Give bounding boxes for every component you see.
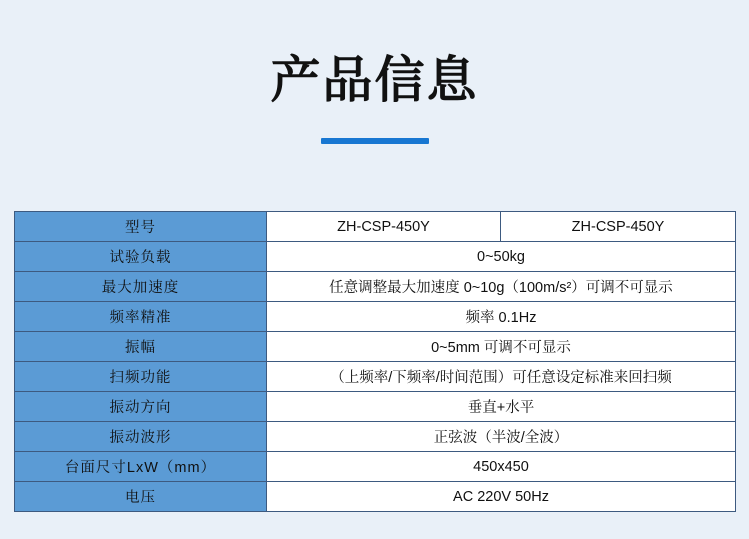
spec-label: 振动方向 — [15, 392, 267, 422]
spec-table-container — [14, 211, 735, 512]
table-row — [15, 362, 736, 392]
spec-value-left: ZH-CSP-450Y — [267, 212, 501, 242]
table-row — [15, 332, 736, 362]
spec-label: 振幅 — [15, 332, 267, 362]
table-row — [15, 392, 736, 422]
spec-label: 试验负载 — [15, 242, 267, 272]
spec-value: 正弦波（半波/全波） — [267, 422, 736, 452]
spec-value: 频率 0.1Hz — [267, 302, 736, 332]
spec-value: 0~50kg — [267, 242, 736, 272]
table-row — [15, 212, 736, 242]
spec-label: 扫频功能 — [15, 362, 267, 392]
spec-label: 频率精准 — [15, 302, 267, 332]
spec-label: 电压 — [15, 482, 267, 512]
spec-label: 台面尺寸LxW（mm） — [15, 452, 267, 482]
spec-table — [14, 211, 736, 512]
page-header — [0, 0, 749, 144]
table-row — [15, 482, 736, 512]
spec-value: 任意调整最大加速度 0~10g（100m/s²）可调不可显示 — [267, 272, 736, 302]
table-row — [15, 272, 736, 302]
spec-value: 0~5mm 可调不可显示 — [267, 332, 736, 362]
spec-value: AC 220V 50Hz — [267, 482, 736, 512]
spec-label: 型号 — [15, 212, 267, 242]
table-row — [15, 422, 736, 452]
page-title: 产品信息 — [270, 52, 479, 108]
title-underline — [321, 138, 429, 144]
table-row — [15, 242, 736, 272]
spec-value: 垂直+水平 — [267, 392, 736, 422]
table-row — [15, 302, 736, 332]
spec-value: （上频率/下频率/时间范围）可任意设定标准来回扫频 — [267, 362, 736, 392]
spec-label: 最大加速度 — [15, 272, 267, 302]
spec-label: 振动波形 — [15, 422, 267, 452]
table-row — [15, 452, 736, 482]
spec-value: 450x450 — [267, 452, 736, 482]
spec-value-right: ZH-CSP-450Y — [501, 212, 736, 242]
